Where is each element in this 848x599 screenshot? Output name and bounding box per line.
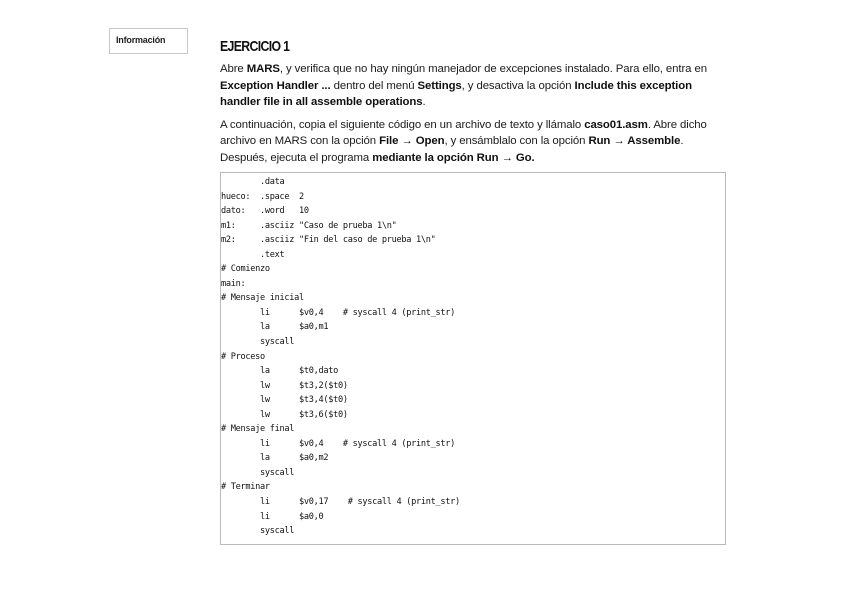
bold-run: Exception Handler ... [220, 79, 331, 92]
bold-run: File → Open [379, 135, 445, 147]
bold-run: Run → Assemble [588, 135, 681, 147]
code-line: syscall [221, 337, 295, 348]
info-label-box [109, 28, 188, 54]
code-line: # Mensaje inicial [221, 293, 304, 304]
code-line: li $v0,4 # syscall 4 (print_str) [221, 307, 455, 318]
code-block [220, 172, 726, 545]
text-run: Abre [220, 63, 247, 75]
code-line: .text [221, 249, 285, 260]
text-run: . Después, ejecuta el programa [220, 135, 684, 164]
text-run: dentro del menú [330, 79, 418, 92]
code-line: # Proceso [221, 351, 265, 362]
bold-run: Include this exception handler file in all assemble operations [220, 79, 692, 108]
text-run: , y ensámblalo con la opción [444, 135, 589, 147]
code-line: # Mensaje final [221, 424, 295, 435]
code-line: lw $t3,4($t0) [221, 395, 348, 406]
code-line: li $v0,4 # syscall 4 (print_str) [221, 438, 455, 449]
bold-run: caso01.asm [584, 118, 648, 131]
code-line: la $a0,m2 [221, 453, 329, 464]
code-line: la $a0,m1 [221, 322, 329, 333]
code-line: m2: .asciiz "Fin del caso de prueba 1\n" [221, 235, 436, 246]
code-line: main: [221, 278, 246, 289]
text-run: A continuación, copia el siguiente código en un archivo de texto y llámalo [220, 118, 585, 131]
text-run: , y verifica que no hay ningún manejador de excepciones instalado. Para ello, entra en [279, 63, 707, 75]
bold-run: Settings [417, 79, 462, 92]
text-run: . [422, 96, 426, 108]
code-line: lw $t3,2($t0) [221, 380, 348, 391]
code-line: li $a0,0 [221, 511, 324, 522]
code-line: lw $t3,6($t0) [221, 409, 348, 420]
info-label: Información [116, 35, 166, 45]
exercise-content [220, 38, 730, 172]
bold-run: MARS [246, 63, 280, 75]
code-line: # Terminar [221, 482, 270, 493]
code-line: # Comienzo [221, 264, 270, 275]
code-line: syscall [221, 526, 295, 537]
code-line: dato: .word 10 [221, 206, 309, 217]
code-line: syscall [221, 467, 295, 478]
exercise-title: EJERCICIO 1 [220, 38, 290, 55]
code-line: hueco: .space 2 [221, 191, 304, 202]
instruction-paragraph-1 [220, 61, 730, 111]
text-run: , y desactiva la opción [461, 79, 575, 92]
instruction-paragraph-2 [220, 117, 730, 167]
bold-run: mediante la opción Run → Go. [372, 151, 535, 164]
code-line: .data [221, 177, 285, 187]
code-line: la $t0,dato [221, 366, 338, 377]
text-run: . Abre dicho archivo en MARS con la opción [220, 118, 707, 147]
code-line: li $v0,17 # syscall 4 (print_str) [221, 497, 460, 508]
code-line: m1: .asciiz "Caso de prueba 1\n" [221, 220, 397, 231]
